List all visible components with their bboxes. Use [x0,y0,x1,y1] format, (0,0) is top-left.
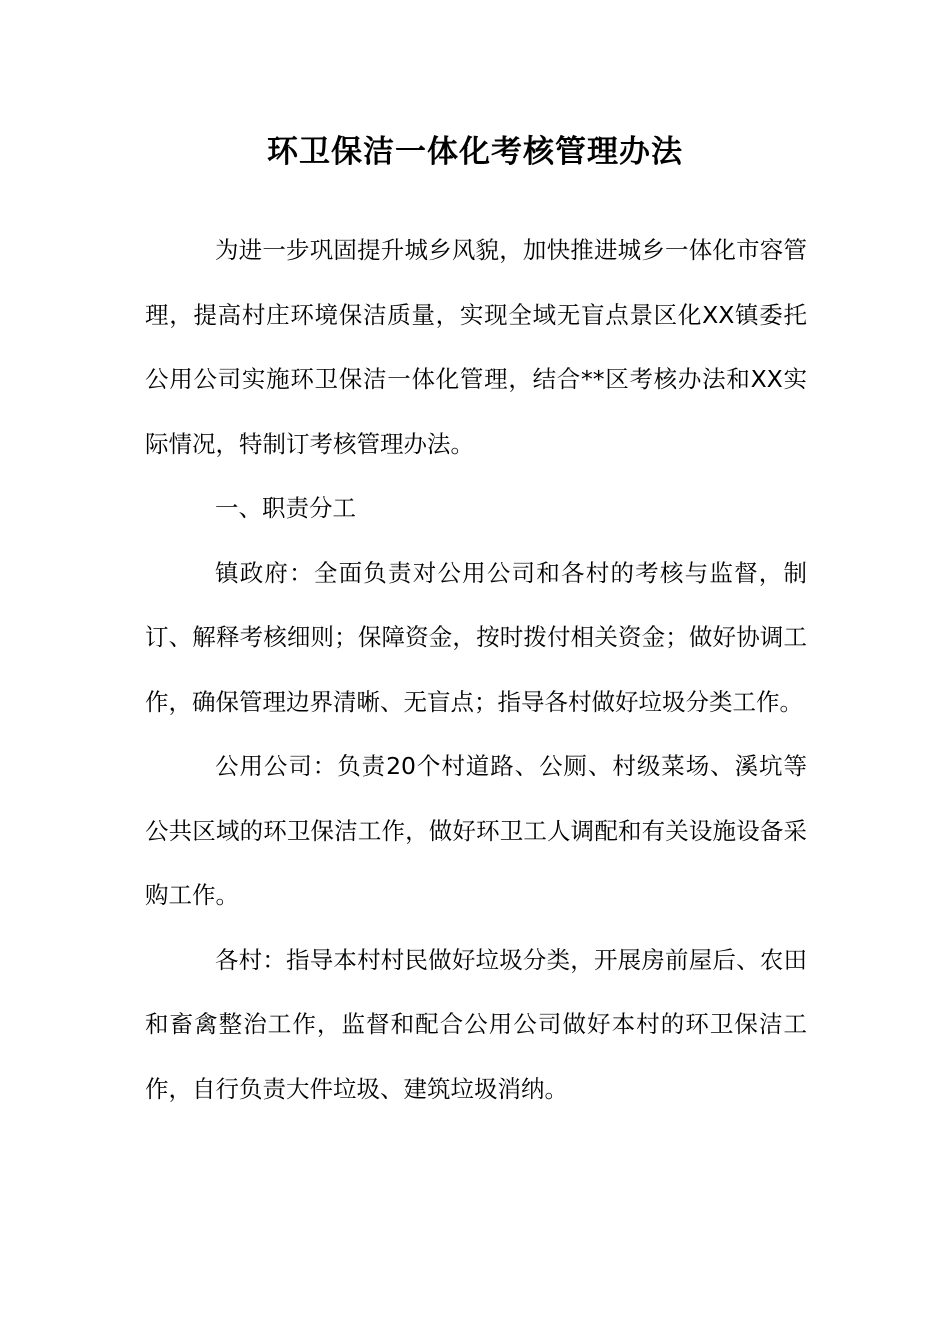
document-title: 环卫保洁一体化考核管理办法 [267,134,683,170]
paragraph-town-government: 镇政府：全面负责对公用公司和各村的考核与监督，制订、解释考核细则；保障资金，按时拨付相关资金；做好协调工作，确保管理边界清晰、无盲点；指导各村做好垃圾分类工作。 [145,558,807,716]
paragraph-public-company: 公用公司：负责20个村道路、公厕、村级菜场、溪坑等公共区域的环卫保洁工作，做好环卫工人调配和有关设施设备采购工作。 [145,752,807,909]
section-heading-duties: 一、职责分工 [215,494,356,522]
intro-paragraph: 为进一步巩固提升城乡风貌，加快推进城乡一体化市容管理，提高村庄环境保洁质量，实现全域无盲点景区化XX镇委托公用公司实施环卫保洁一体化管理，结合**区考核办法和XX实际情况，特制订考核管理办法。 [145,236,807,458]
document-body [145,218,807,1121]
paragraph-villages: 各村：指导本村村民做好垃圾分类，开展房前屋后、农田和畜禽整治工作，监督和配合公用公司做好本村的环卫保洁工作，自行负责大件垃圾、建筑垃圾消纳。 [145,945,807,1103]
